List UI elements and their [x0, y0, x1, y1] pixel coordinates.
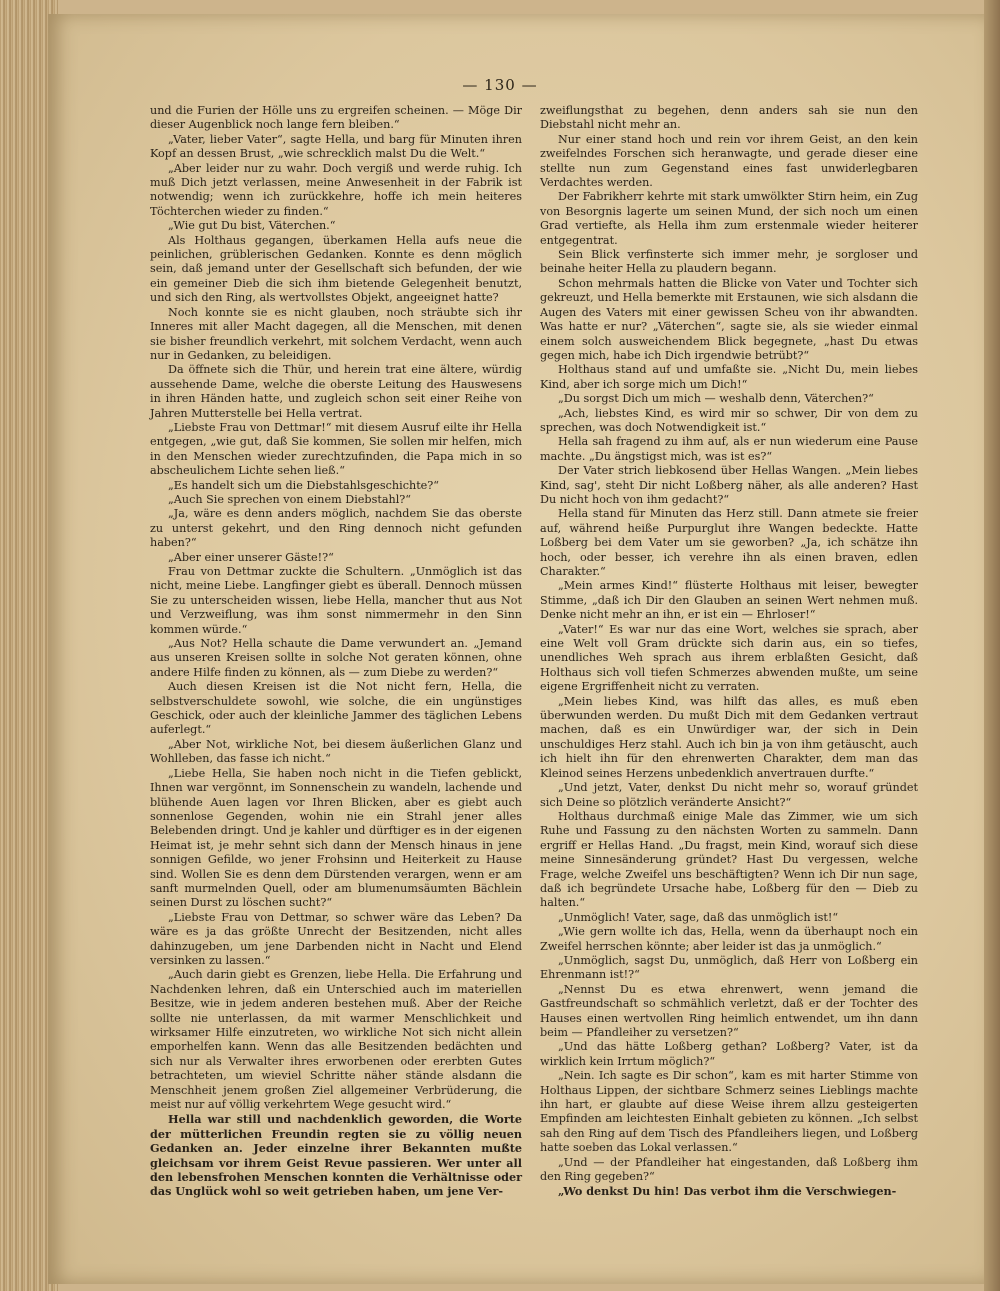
paragraph: „Auch darin giebt es Grenzen, liebe Hella. Die Erfahrung und Nachdenken lehren, daß ein Unterschied auch im materiellen Besitze, wie in jedem anderen bestehen muß. Aber der Reiche sollte nie unterlassen, da mit warmer Menschlichkeit und wirksamer Hilfe einzutreten, wo wirkliche Not sich nicht allein emporhelfen kann. Wenn das alle Besitzenden bedächten und sich nur als Verwalter ihres erworbenen oder ererbten Gutes betrachteten, um wieviel Schritte näher stände alsdann die Menschheit jenem großen Ziel allgemeiner Verbrüderung, die meist nur auf völlig verkehrtem Wege gesucht wird.“: [150, 968, 522, 1112]
paragraph: „Unmöglich, sagst Du, unmöglich, daß Herr von Loßberg ein Ehrenmann ist!?“: [540, 953, 918, 982]
paragraph: „Es handelt sich um die Diebstahlsgeschichte?“: [168, 478, 440, 492]
paragraph: „Aber leider nur zu wahr. Doch vergiß und werde ruhig. Ich muß Dich jetzt verlassen, meine Anwesenheit in der Fabrik ist notwendig; wenn ich zurückkehre, hoffe ich mein heiteres Töchterchen wieder zu finden.“: [150, 161, 522, 218]
paragraph: Hella sah fragend zu ihm auf, als er nun wiederum eine Pause machte. „Du ängstigst mich, was ist es?“: [540, 435, 918, 463]
paragraph: Holthaus durchmaß einige Male das Zimmer, wie um sich Ruhe und Fassung zu den nächsten Worten zu sammeln. Dann ergriff er Hellas Hand. „Du fragst, mein Kind, worauf sich diese meine Sinnesänderung gründet? Hast Du vergessen, welche Frage, welche Zweifel uns beschäftigten? Wenn ich Dir nun sage, daß ich begründete Ursache habe, Loßberg für den — Dieb zu halten.“: [540, 809, 918, 910]
paragraph: Auch diesen Kreisen ist die Not nicht fern, Hella, die selbstverschuldete sowohl, wie solche, die ein ungünstiges Geschick, oder auch der kleinliche Jammer des täglichen Lebens auferlegt.“: [150, 680, 522, 737]
paragraph: „Vater!“ Es war nur das eine Wort, welches sie sprach, aber eine Welt voll Gram drückte sich darin aus, ein so tiefes, unendliches Weh sprach aus ihrem erblaßten Gesicht, daß Holthaus sich voll tiefen Schmerzes abwenden mußte, um seine eigene Ergriffenheit nicht zu verraten.: [540, 622, 918, 694]
paragraph: Frau von Dettmar zuckte die Schultern. „Unmöglich ist das nicht, meine Liebe. Langfinger giebt es überall. Dennoch müssen Sie zu unterscheiden wissen, liebe Hella, mancher thut aus Not und Verzweiflung, was ihm sonst nimmermehr in den Sinn kommen würde.“: [150, 565, 522, 636]
paragraph: „Nein. Ich sagte es Dir schon“, kam es mit harter Stimme von Holthaus Lippen, der sichtbare Schmerz seines Lieblings machte ihn hart, er glaubte auf diese Weise ihrem allzu gesteigerten Empfinden am leichtesten Einhalt gebieten zu können. „Ich selbst sah den Ring auf dem Tisch des Pfandleihers liegen, und Loßberg hatte soeben das Lokal verlassen.“: [540, 1069, 918, 1155]
paragraph: „Und jetzt, Vater, denkst Du nicht mehr so, worauf gründet sich Deine so plötzlich veränderte Ansicht?“: [540, 781, 918, 809]
paragraph: „Liebste Frau von Dettmar, so schwer wäre das Leben? Da wäre es ja das größte Unrecht der Besitzenden, nicht alles dahinzugeben, um jene Darbenden nicht in Nacht und Elend versinken zu lassen.“: [150, 910, 522, 967]
paragraph: Nur einer stand hoch und rein vor ihrem Geist, an den kein zweifelndes Forschen sich heranwagte, und gerade dieser eine stellte nun zum Gegenstand eines fast unwiderlegbaren Verdachtes werden.: [540, 132, 918, 190]
paragraph: zweiflungsthat zu begehen, denn anders sah sie nun den Diebstahl nicht mehr an.: [540, 104, 918, 132]
paragraph: Da öffnete sich die Thür, und herein trat eine ältere, würdig aussehende Dame, welche die oberste Leitung des Hauswesens in ihren Händen hatte, und zugleich schon seit einer Reihe von Jahren Mutterstelle bei Hella vertrat.: [150, 363, 522, 420]
paragraph: Holthaus stand auf und umfaßte sie. „Nicht Du, mein liebes Kind, aber ich sorge mich um Dich!“: [540, 363, 918, 391]
paragraph: „Aus Not? Hella schaute die Dame verwundert an. „Jemand aus unseren Kreisen sollte in solche Not geraten können, ohne andere Hilfe finden zu können, als — zum Diebe zu werden?“: [150, 637, 522, 679]
paragraph: Noch konnte sie es nicht glauben, noch sträubte sich ihr Inneres mit aller Macht dagegen, all die Menschen, mit denen sie bisher freundlich verkehrt, mit solchem Verdacht, wenn auch nur in Gedanken, zu beleidigen.: [150, 305, 522, 362]
paragraph: Der Vater strich liebkosend über Hellas Wangen. „Mein liebes Kind, sag', steht Dir nicht Loßberg näher, als alle anderen? Hast Du nicht hoch von ihm gedacht?“: [540, 464, 918, 506]
paragraph: „Aber einer unserer Gäste!?“: [168, 550, 334, 564]
paragraph: „Liebe Hella, Sie haben noch nicht in die Tiefen geblickt, Ihnen war vergönnt, im Sonnenschein zu wandeln, lachende und blühende Auen lagen vor Ihren Blicken, aber es giebt auch sonnenlose Gegenden, wohin nie ein Strahl jener alles Belebenden dringt. Und je kahler und dürftiger es in der eigenen Heimat ist, je mehr sehnt sich dann der Mensch hinaus in jene sonnigen Gefilde, wo jener Frohsinn und Heiterkeit zu Hause sind. Wollen Sie es denn dem Dürstenden verargen, wenn er am sanft murmelnden Quell, oder am blumenumsäumten Bächlein seinen Durst zu löschen sucht?“: [150, 766, 522, 910]
paragraph: „Ach, liebstes Kind, es wird mir so schwer, Dir von dem zu sprechen, was doch Notwendigkeit ist.“: [540, 406, 918, 434]
left-text-column: [150, 104, 522, 1199]
paragraph: „Und — der Pfandleiher hat eingestanden, daß Loßberg ihm den Ring gegeben?“: [540, 1155, 918, 1184]
page-number: — 130 —: [462, 76, 538, 94]
paragraph: „Aber Not, wirkliche Not, bei diesem äußerlichen Glanz und Wohlleben, das fasse ich nicht.“: [150, 737, 522, 766]
paragraph: „Wie gut Du bist, Väterchen.“: [168, 219, 336, 233]
paragraph: „Auch Sie sprechen von einem Diebstahl?“: [168, 492, 411, 506]
paragraph: „Vater, lieber Vater“, sagte Hella, und barg für Minuten ihren Kopf an dessen Brust, „wie schrecklich malst Du die Welt.“: [150, 132, 522, 161]
paragraph: „Und das hätte Loßberg gethan? Loßberg? Vater, ist da wirklich kein Irrtum möglich?“: [540, 1040, 918, 1068]
paragraph: „Wie gern wollte ich das, Hella, wenn da überhaupt noch ein Zweifel herrschen könnte; aber leider ist das ja unmöglich.“: [540, 925, 918, 953]
paragraph: „Ja, wäre es denn anders möglich, nachdem Sie das oberste zu unterst gekehrt, und den Ring dennoch nicht gefunden haben?“: [150, 507, 522, 550]
paragraph: und die Furien der Hölle uns zu ergreifen scheinen. — Möge Dir dieser Augenblick noch lange fern bleiben.“: [150, 104, 522, 132]
paragraph: „Unmöglich! Vater, sage, daß das unmöglich ist!“: [558, 910, 839, 924]
book-cover-edge: [984, 0, 1000, 1291]
paragraph: Hella stand für Minuten das Herz still. Dann atmete sie freier auf, während heiße Purpurglut ihre Wangen bedeckte. Hatte Loßberg bei dem Vater um sie geworben? „Ja, ich schätze ihn hoch, oder besser, ich verehre ihn als einen braven, edlen Charakter.“: [540, 507, 918, 578]
paragraph: Der Fabrikherr kehrte mit stark umwölkter Stirn heim, ein Zug von Besorgnis lagerte um seinen Mund, der sich noch um einen Grad vertiefte, als Hella ihm zum erstenmale wieder heiterer entgegentrat.: [540, 190, 918, 247]
paragraph: „Mein armes Kind!“ flüsterte Holthaus mit leiser, bewegter Stimme, „daß ich Dir den Glauben an seinen Wert nehmen muß. Denke nicht mehr an ihn, er ist ein — Ehrloser!“: [540, 579, 918, 622]
paragraph: Schon mehrmals hatten die Blicke von Vater und Tochter sich gekreuzt, und Hella bemerkte mit Erstaunen, wie sich alsdann die Augen des Vaters mit einer gewissen Scheu von ihr abwandten. Was hatte er nur? „Väterchen“, sagte sie, als sie wieder einmal einem solch ausweichendem Blick begegnete, „hast Du etwas gegen mich, habe ich Dich irgendwie betrübt?“: [540, 276, 918, 362]
paragraph: Sein Blick verfinsterte sich immer mehr, je sorgloser und beinahe heiter Hella zu plaudern begann.: [540, 248, 918, 276]
paragraph: „Nennst Du es etwa ehrenwert, wenn jemand die Gastfreundschaft so schmählich verletzt, daß er der Tochter des Hauses einen wertvollen Ring heimlich entwendet, um ihn dann beim — Pfandleiher zu versetzen?“: [540, 982, 918, 1039]
paragraph: „Liebste Frau von Dettmar!“ mit diesem Ausruf eilte ihr Hella entgegen, „wie gut, daß Sie kommen, Sie sollen mir helfen, mich in den Menschen wieder zurechtzufinden, die Papa mich in so abscheulichem Lichte sehen ließ.“: [150, 420, 522, 478]
right-text-column: [540, 104, 918, 1199]
paragraph: „Mein liebes Kind, was hilft das alles, es muß eben überwunden werden. Du mußt Dich mit dem Gedanken vertraut machen, daß es ein Unwürdiger war, der sich in Dein unschuldiges Herz stahl. Auch ich bin ja von ihm getäuscht, auch ich hielt ihn für den ehrenwerten Charakter, dem man das Kleinod seines Herzens unbedenklich anvertrauen durfte.“: [540, 694, 918, 780]
paragraph: „Du sorgst Dich um mich — weshalb denn, Väterchen?“: [558, 392, 874, 406]
paragraph: Als Holthaus gegangen, überkamen Hella aufs neue die peinlichen, grüblerischen Gedanken. Konnte es denn möglich sein, daß jemand unter der Gesellschaft sich befunden, der wie ein gemeiner Dieb die sich ihm bietende Gelegenheit benutzt, und sich den Ring, als wertvollstes Objekt, angeeignet hatte?: [150, 233, 522, 305]
paragraph: Hella war still und nachdenklich geworden, die Worte der mütterlichen Freundin regten sie zu völlig neuen Gedanken an. Jeder einzelne ihrer Bekannten mußte gleichsam vor ihrem Geist Revue passieren. Wer unter all den lebensfrohen Menschen konnten die Verhältnisse oder das Unglück wohl so weit getrieben haben, um jene Ver-: [150, 1112, 522, 1199]
paragraph: „Wo denkst Du hin! Das verbot ihm die Verschwiegen-: [558, 1184, 897, 1199]
